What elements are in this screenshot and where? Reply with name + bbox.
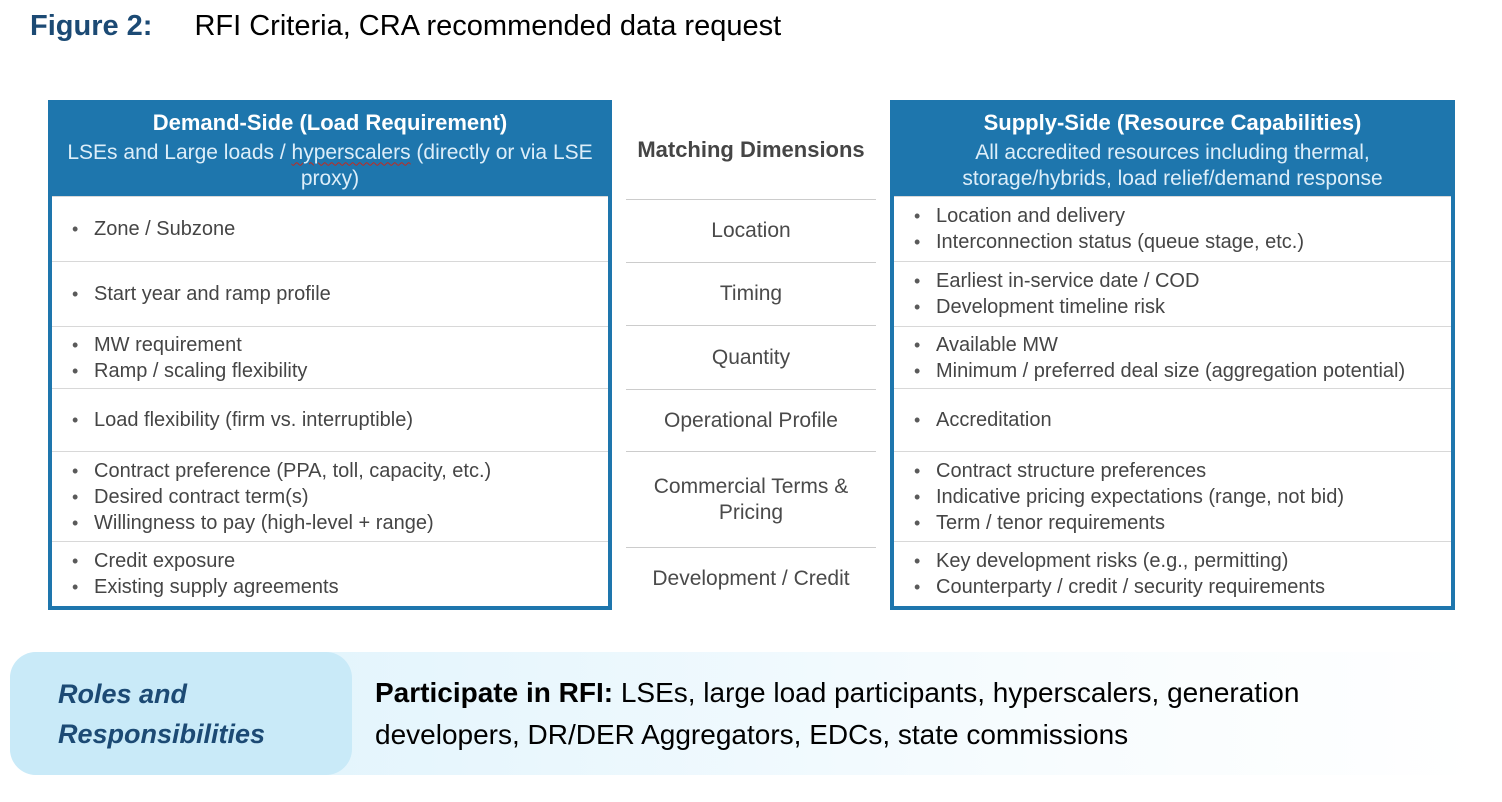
supply-side-header [894,104,1451,196]
roles-label-line1: Roles and [58,678,188,709]
bullet-item: • Location and delivery [906,203,1443,229]
bullet-item: • Willingness to pay (high-level + range) [64,510,600,536]
bullet-item: • Credit exposure [64,548,600,574]
demand-side-table [48,100,612,610]
demand-subtitle-pre: LSEs and Large loads / [67,140,292,164]
bullet-item: • Interconnection status (queue stage, etc.) [906,229,1443,255]
demand-row-development-credit [52,541,608,606]
supply-side-table [890,100,1455,610]
bullet-item: • Minimum / preferred deal size (aggregation potential) [906,358,1443,384]
bullet-item: • Term / tenor requirements [906,510,1443,536]
supply-row-commercial-terms [894,451,1451,541]
dimension-commercial-terms: Commercial Terms & Pricing [626,452,876,548]
rfi-criteria-diagram [48,100,1455,610]
dimension-location: Location [626,200,876,263]
roles-label-line2: Responsibilities [58,718,266,749]
bullet-item: • Counterparty / credit / security requirements [906,574,1443,600]
bullet-item: • Desired contract term(s) [64,484,600,510]
supply-row-development-credit [894,541,1451,606]
supply-row-operational-profile [894,388,1451,451]
bullet-item: • Start year and ramp profile [64,281,600,307]
figure-caption: RFI Criteria, CRA recommended data request [194,10,782,42]
dimension-timing: Timing [626,263,876,326]
demand-side-title: Demand-Side (Load Requirement) [152,109,508,135]
supply-row-location [894,196,1451,261]
bullet-item: • Zone / Subzone [64,216,600,242]
bullet-item: • MW requirement [64,332,600,358]
dimension-quantity: Quantity [626,326,876,390]
demand-row-location [52,196,608,261]
demand-row-commercial-terms [52,451,608,541]
dimension-operational-profile: Operational Profile [626,390,876,452]
demand-subtitle-hyperscalers: hyperscalers [291,140,411,164]
bullet-item: • Earliest in-service date / COD [906,268,1443,294]
demand-row-operational-profile [52,388,608,451]
figure-number-label: Figure 2: [30,10,153,42]
bullet-item: • Load flexibility (firm vs. interruptible) [64,407,600,433]
demand-row-timing [52,261,608,326]
demand-subtitle-post: (directly or via LSE proxy) [300,140,593,190]
participate-rfi-text [375,652,1450,775]
roles-responsibilities-band [10,652,1480,775]
bullet-item: • Key development risks (e.g., permitting) [906,548,1443,574]
roles-responsibilities-label [10,652,352,775]
bullet-item: • Contract preference (PPA, toll, capacity, etc.) [64,458,600,484]
dimension-development-credit: Development / Credit [652,567,850,590]
participate-rfi-lead: Participate in RFI: [375,676,614,708]
bullet-item: • Available MW [906,332,1443,358]
matching-dimensions-title: Matching Dimensions [626,100,876,200]
bullet-item: • Ramp / scaling flexibility [64,358,600,384]
supply-side-subtitle: All accredited resources including thermal, storage/hybrids, load relief/demand response [962,140,1383,190]
supply-side-title: Supply-Side (Resource Capabilities) [983,109,1362,135]
participate-rfi-body: LSEs, large load participants, hyperscalers, generation developers, DR/DER Aggregators, EDCs, state commissions [375,676,1300,750]
matching-dimensions-column [612,100,890,610]
bullet-item: • Indicative pricing expectations (range, not bid) [906,484,1443,510]
figure-title-row [30,8,781,44]
demand-side-subtitle [66,140,594,192]
supply-row-quantity [894,326,1451,388]
supply-row-timing [894,261,1451,326]
bullet-item: • Accreditation [906,407,1443,433]
bullet-item: • Development timeline risk [906,294,1443,320]
bullet-item: • Existing supply agreements [64,574,600,600]
demand-side-header [52,104,608,196]
demand-row-quantity [52,326,608,388]
bullet-item: • Contract structure preferences [906,458,1443,484]
